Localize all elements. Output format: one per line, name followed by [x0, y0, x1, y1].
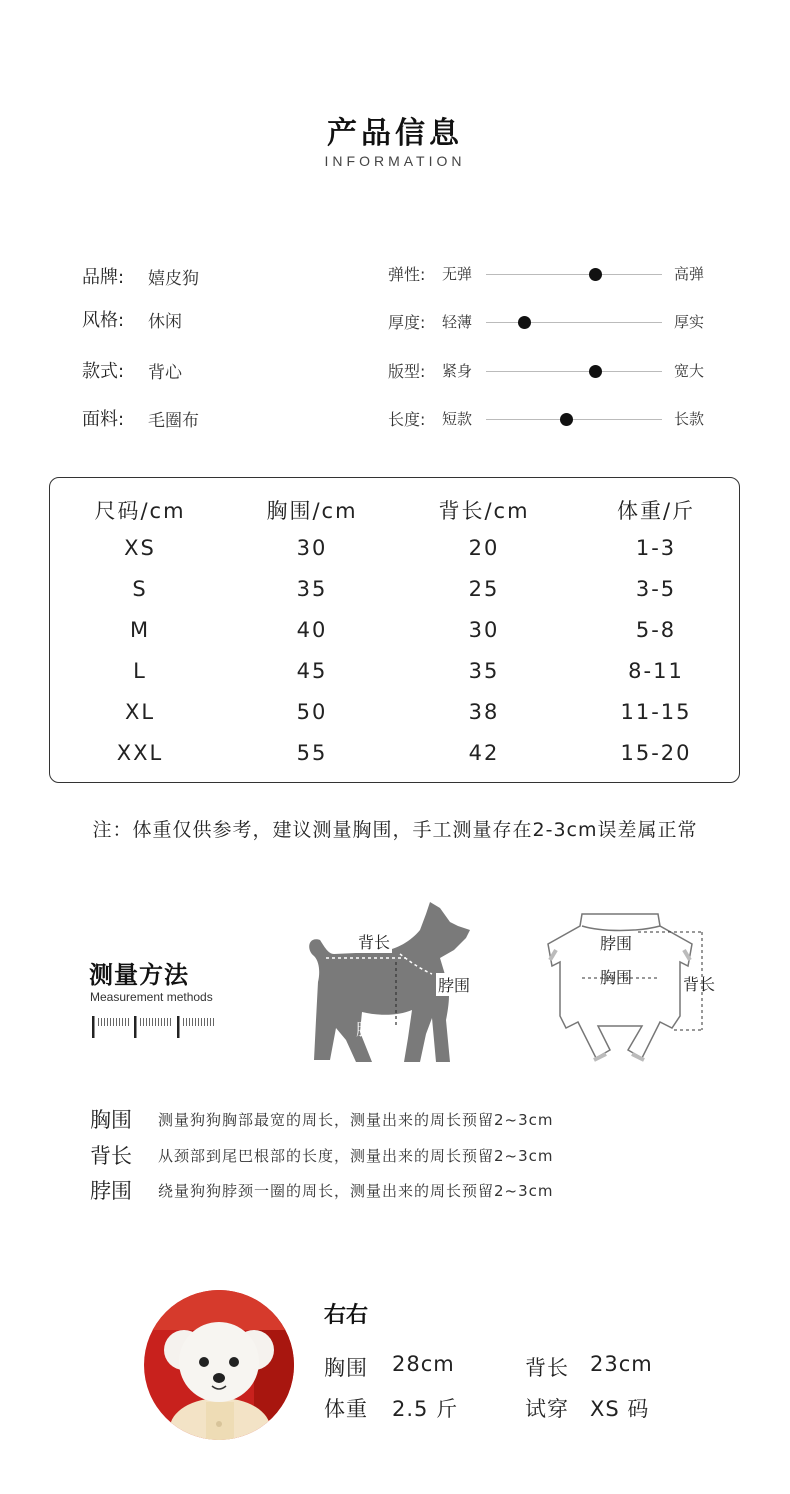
page-subtitle: INFORMATION: [324, 153, 466, 169]
size-note: 注：体重仅供参考，建议测量胸围，手工测量存在2-3cm误差属正常: [92, 819, 698, 841]
info-row-style: [82, 304, 182, 334]
shirt-label-chest: 胸围: [600, 968, 633, 987]
table-cell: 40: [296, 618, 328, 642]
definition-key: 背长: [90, 1144, 132, 1168]
rating-marker: [589, 268, 602, 281]
info-row-fabric: [82, 403, 199, 433]
rating-thickness: [388, 306, 728, 336]
definition-back: [90, 1140, 554, 1170]
table-cell: 3-5: [635, 577, 677, 601]
info-key: 面料:: [82, 409, 125, 430]
rating-label: 厚度:: [388, 313, 426, 332]
rating-label: 版型:: [388, 362, 426, 381]
rating-track: [486, 274, 662, 275]
rating-low: 短款: [442, 410, 473, 428]
table-cell: 30: [296, 536, 328, 560]
dog-label-back: 背长: [356, 930, 392, 953]
ruler-icon: [90, 1014, 220, 1044]
definition-value: 测量狗狗胸部最宽的周长，测量出来的周长预留2~3cm: [158, 1110, 554, 1129]
definition-key: 胸围: [90, 1108, 132, 1132]
model-stat-label: 背长: [525, 1356, 569, 1380]
table-cell: 20: [468, 536, 500, 560]
dog-diagram: [300, 900, 500, 1070]
table-header: 胸围/cm: [266, 499, 358, 523]
model-avatar: [144, 1290, 294, 1440]
rating-track: [486, 322, 662, 323]
definition-value: 绕量狗狗脖颈一圈的周长，测量出来的周长预留2~3cm: [158, 1181, 554, 1200]
table-cell: 15-20: [620, 741, 692, 765]
poodle-photo-icon: [144, 1290, 294, 1440]
table-cell: 5-8: [635, 618, 677, 642]
table-cell: XS: [124, 536, 156, 560]
info-value: 休闲: [148, 311, 182, 332]
table-cell: 42: [468, 741, 500, 765]
model-stat-value: XS 码: [590, 1397, 650, 1421]
info-key: 风格:: [82, 310, 125, 331]
info-value: 嬉皮狗: [148, 268, 199, 289]
table-header: 体重/斤: [616, 499, 696, 523]
measure-subtitle: Measurement methods: [90, 990, 213, 1004]
rating-label: 长度:: [388, 410, 426, 429]
model-stat-label: 体重: [324, 1397, 368, 1421]
model-stat-label: 胸围: [324, 1356, 368, 1380]
info-key: 品牌:: [82, 267, 125, 288]
table-cell: 35: [296, 577, 328, 601]
model-stat-label: 试穿: [525, 1397, 569, 1421]
model-stat-value: 28cm: [392, 1352, 455, 1376]
rating-high: 厚实: [674, 313, 705, 331]
size-table: [49, 477, 740, 783]
table-cell: 38: [468, 700, 500, 724]
rating-high: 长款: [674, 410, 705, 428]
table-header: 背长/cm: [438, 499, 530, 523]
table-cell: M: [129, 618, 151, 642]
page-title: 产品信息: [327, 116, 463, 151]
table-cell: 8-11: [628, 659, 684, 683]
table-cell: 25: [468, 577, 500, 601]
table-cell: S: [132, 577, 148, 601]
info-value: 背心: [148, 362, 182, 383]
shirt-diagram: [542, 910, 742, 1070]
info-key: 款式:: [82, 361, 125, 382]
definition-chest: [90, 1104, 554, 1134]
table-header: 尺码/cm: [94, 499, 186, 523]
rating-high: 高弹: [674, 265, 705, 283]
rating-low: 轻薄: [442, 313, 473, 331]
table-cell: 55: [296, 741, 328, 765]
model-name: 右右: [324, 1303, 369, 1328]
definition-value: 从颈部到尾巴根部的长度，测量出来的周长预留2~3cm: [158, 1146, 554, 1165]
table-cell: L: [133, 659, 147, 683]
rating-marker: [560, 413, 573, 426]
table-cell: 30: [468, 618, 500, 642]
model-stat-value: 2.5 斤: [392, 1397, 459, 1421]
shirt-label-neck: 脖围: [600, 934, 633, 953]
info-row-type: [82, 355, 182, 385]
rating-elasticity: [388, 258, 728, 288]
table-cell: 1-3: [635, 536, 677, 560]
rating-low: 无弹: [442, 265, 473, 283]
info-value: 毛圈布: [148, 410, 199, 431]
rating-marker: [589, 365, 602, 378]
table-cell: 45: [296, 659, 328, 683]
rating-track: [486, 419, 662, 420]
rating-marker: [518, 316, 531, 329]
dog-label-chest: 胸围: [356, 1020, 389, 1039]
dog-label-neck: 脖围: [436, 973, 472, 996]
definition-key: 脖围: [90, 1179, 132, 1203]
info-row-brand: [82, 261, 199, 291]
rating-high: 宽大: [674, 362, 705, 380]
rating-label: 弹性:: [388, 265, 426, 284]
table-cell: XL: [124, 700, 156, 724]
table-cell: 35: [468, 659, 500, 683]
model-stat-value: 23cm: [590, 1352, 653, 1376]
definition-neck: [90, 1175, 554, 1205]
rating-length: [388, 403, 728, 433]
shirt-label-back: 背长: [683, 975, 716, 994]
measure-title: 测量方法: [89, 961, 189, 989]
table-cell: 11-15: [620, 700, 692, 724]
table-cell: XXL: [116, 741, 164, 765]
rating-low: 紧身: [442, 362, 473, 380]
rating-fit: [388, 355, 728, 385]
table-cell: 50: [296, 700, 328, 724]
rating-track: [486, 371, 662, 372]
